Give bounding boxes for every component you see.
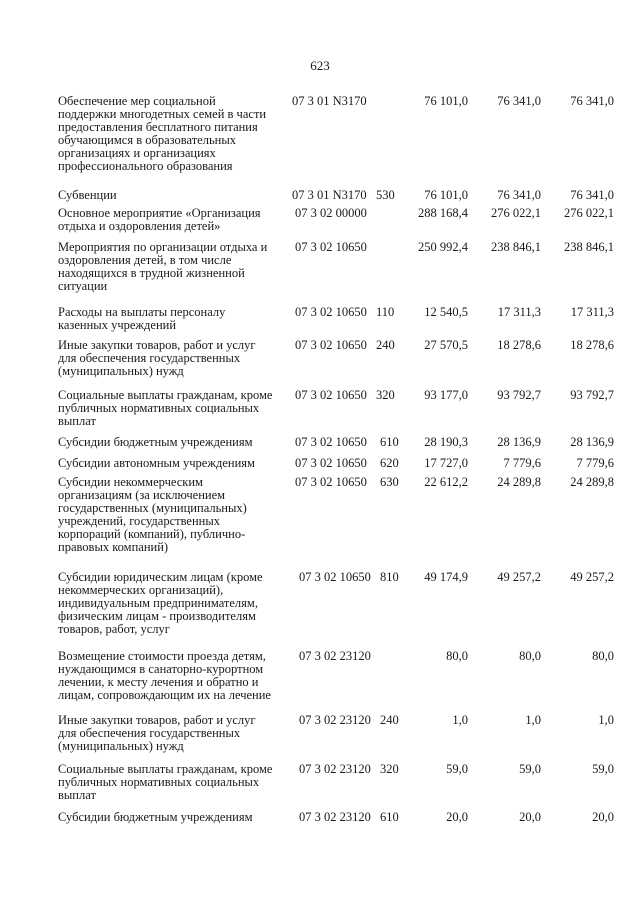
row-target-code: 07 3 02 10650 [299, 570, 371, 584]
row-target-code: 07 3 02 00000 [295, 206, 367, 220]
row-value-year-1: 28 190,3 [424, 435, 468, 449]
row-expense-type: 530 [376, 188, 395, 202]
row-target-code: 07 3 02 10650 [295, 338, 367, 352]
row-expense-type: 240 [380, 713, 399, 727]
row-value-year-1: 20,0 [446, 810, 468, 824]
row-expense-type: 320 [376, 388, 395, 402]
row-value-year-1: 93 177,0 [424, 388, 468, 402]
row-target-code: 07 3 02 23120 [299, 810, 371, 824]
row-expense-type: 320 [380, 762, 399, 776]
row-value-year-2: 276 022,1 [491, 206, 541, 220]
row-value-year-1: 250 992,4 [418, 240, 468, 254]
row-value-year-1: 17 727,0 [424, 456, 468, 470]
page-number: 623 [310, 58, 330, 73]
row-expense-type: 620 [380, 456, 399, 470]
row-target-code: 07 3 02 23120 [299, 713, 371, 727]
row-value-year-3: 80,0 [592, 649, 614, 663]
row-target-code: 07 3 02 10650 [295, 305, 367, 319]
row-value-year-1: 49 174,9 [424, 570, 468, 584]
row-value-year-1: 1,0 [452, 713, 468, 727]
row-value-year-2: 49 257,2 [497, 570, 541, 584]
row-target-code: 07 3 02 10650 [295, 475, 367, 489]
row-value-year-2: 80,0 [519, 649, 541, 663]
row-expense-type: 610 [380, 435, 399, 449]
row-value-year-3: 59,0 [592, 762, 614, 776]
row-target-code: 07 3 02 23120 [299, 762, 371, 776]
row-description: Субсидии бюджетным учреждениям [58, 435, 253, 449]
row-description: Обеспечение мер социальной поддержки многодетных семей в части предоставления бесплатного питания обучающимся в образовательных организациях и организациях профессионального образования [58, 94, 267, 173]
row-value-year-3: 49 257,2 [570, 570, 614, 584]
row-value-year-2: 17 311,3 [497, 305, 541, 319]
row-description: Иные закупки товаров, работ и услуг для обеспечения государственных (муниципальных) нужд [58, 338, 256, 378]
row-value-year-1: 27 570,5 [424, 338, 468, 352]
row-value-year-3: 17 311,3 [570, 305, 614, 319]
row-value-year-1: 22 612,2 [424, 475, 468, 489]
row-description: Мероприятия по организации отдыха и оздоровления детей, в том числе находящихся в трудной жизненной ситуации [58, 240, 268, 293]
row-value-year-2: 238 846,1 [491, 240, 541, 254]
row-value-year-1: 59,0 [446, 762, 468, 776]
row-description: Социальные выплаты гражданам, кроме публичных нормативных социальных выплат [58, 388, 273, 428]
row-value-year-2: 76 341,0 [497, 94, 541, 108]
row-value-year-2: 93 792,7 [497, 388, 541, 402]
row-target-code: 07 3 02 10650 [295, 456, 367, 470]
row-value-year-1: 80,0 [446, 649, 468, 663]
row-value-year-2: 59,0 [519, 762, 541, 776]
row-value-year-2: 18 278,6 [497, 338, 541, 352]
row-value-year-3: 28 136,9 [570, 435, 614, 449]
row-description: Иные закупки товаров, работ и услуг для обеспечения государственных (муниципальных) нужд [58, 713, 256, 753]
row-value-year-1: 76 101,0 [424, 188, 468, 202]
row-value-year-3: 1,0 [598, 713, 614, 727]
row-description: Расходы на выплаты персоналу казенных учреждений [58, 305, 226, 332]
row-target-code: 07 3 02 23120 [299, 649, 371, 663]
row-value-year-2: 24 289,8 [497, 475, 541, 489]
row-value-year-3: 7 779,6 [576, 456, 614, 470]
row-description: Социальные выплаты гражданам, кроме публичных нормативных социальных выплат [58, 762, 273, 802]
row-value-year-2: 7 779,6 [503, 456, 541, 470]
row-value-year-3: 93 792,7 [570, 388, 614, 402]
row-value-year-1: 288 168,4 [418, 206, 468, 220]
row-target-code: 07 3 01 N3170 [292, 188, 367, 202]
row-target-code: 07 3 01 N3170 [292, 94, 367, 108]
row-description: Субсидии некоммерческим организациям (за исключением государственных (муниципальных) учреждений, государственных корпораций (компаний), публично- правовых компаний) [58, 475, 247, 554]
row-value-year-1: 12 540,5 [424, 305, 468, 319]
row-value-year-3: 76 341,0 [570, 188, 614, 202]
row-value-year-2: 20,0 [519, 810, 541, 824]
row-target-code: 07 3 02 10650 [295, 435, 367, 449]
row-value-year-2: 1,0 [525, 713, 541, 727]
row-description: Субсидии бюджетным учреждениям [58, 810, 253, 824]
row-description: Основное мероприятие «Организация отдыха и оздоровления детей» [58, 206, 261, 233]
row-value-year-3: 18 278,6 [570, 338, 614, 352]
row-value-year-3: 276 022,1 [564, 206, 614, 220]
row-description: Возмещение стоимости проезда детям, нуждающимся в санаторно-курортном лечении, к месту лечения и обратно и лицам, сопровождающим их на лечение [58, 649, 271, 702]
row-expense-type: 110 [376, 305, 395, 319]
row-description: Субсидии автономным учреждениям [58, 456, 255, 470]
row-value-year-1: 76 101,0 [424, 94, 468, 108]
row-value-year-3: 76 341,0 [570, 94, 614, 108]
row-target-code: 07 3 02 10650 [295, 240, 367, 254]
row-value-year-3: 24 289,8 [570, 475, 614, 489]
row-description: Субвенции [58, 188, 117, 202]
row-value-year-2: 76 341,0 [497, 188, 541, 202]
row-expense-type: 810 [380, 570, 399, 584]
row-expense-type: 610 [380, 810, 399, 824]
row-value-year-3: 20,0 [592, 810, 614, 824]
row-value-year-3: 238 846,1 [564, 240, 614, 254]
row-target-code: 07 3 02 10650 [295, 388, 367, 402]
row-expense-type: 630 [380, 475, 399, 489]
row-expense-type: 240 [376, 338, 395, 352]
row-value-year-2: 28 136,9 [497, 435, 541, 449]
row-description: Субсидии юридическим лицам (кроме некоммерческих организаций), индивидуальным предпринимателям, физическим лицам - производителям товаров, работ, услуг [58, 570, 263, 636]
